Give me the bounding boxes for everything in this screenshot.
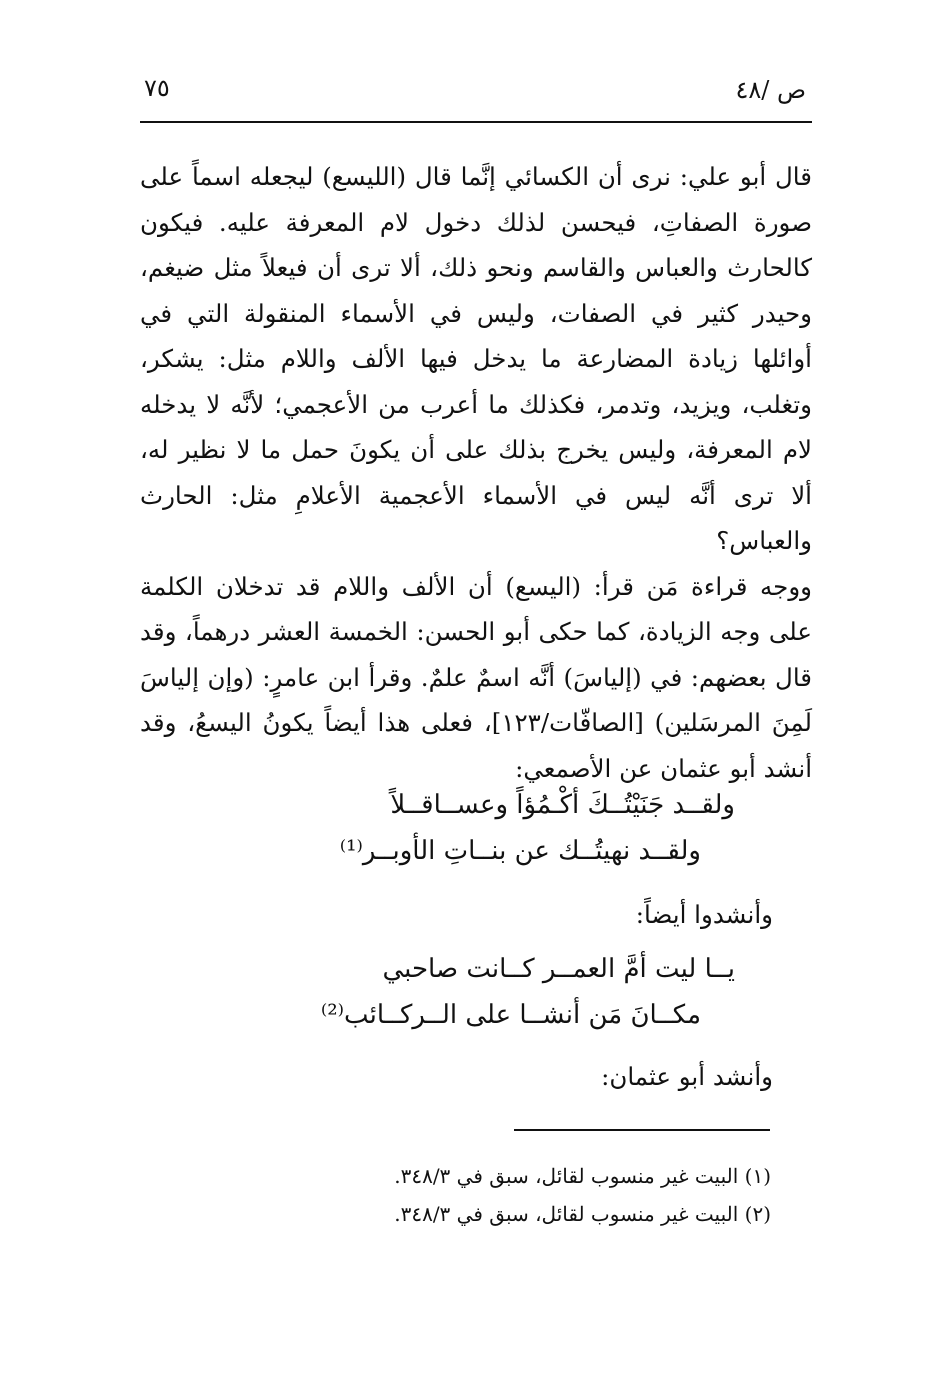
page-number: ٧٥ bbox=[144, 74, 170, 102]
verse-1-hemistich-1: ولقــد جَنَيْتُــكَ أكْـمُؤاً وعســاقــلاً bbox=[390, 790, 735, 820]
footnote-rule bbox=[514, 1129, 770, 1131]
page-header bbox=[140, 72, 812, 112]
verse-intro-3: وأنشد أبو عثمان: bbox=[601, 1062, 773, 1091]
header-rule bbox=[140, 121, 812, 123]
verse-2-hemistich-2: مكــانَ مَن أنشــا على الــركــائب⁽²⁾ bbox=[320, 1000, 701, 1030]
main-text bbox=[140, 154, 812, 791]
verse-1-hemistich-2: ولقــد نهيتُــك عن بنــاتِ الأوبــر⁽¹⁾ bbox=[339, 836, 701, 866]
verse-2-hemistich-1: يــا ليت أمَّ العمــر كــانت صاحبي bbox=[382, 954, 735, 984]
page-reference: ص /٤٨ bbox=[735, 76, 806, 104]
verse-intro-2: وأنشدوا أيضاً: bbox=[635, 900, 773, 929]
footnote-1: (١) البيت غير منسوب لقائل، سبق في ٣٤٨/٣. bbox=[394, 1164, 771, 1188]
footnote-2: (٢) البيت غير منسوب لقائل، سبق في ٣٤٨/٣. bbox=[394, 1202, 771, 1226]
paragraph-1: قال أبو علي: نرى أن الكسائي إنَّما قال (الليسع) ليجعله اسماً على صورة الصفاتِ، فيحسن لذلك دخول لام المعرفة عليه. فيكون كالحارث والعباس والقاسم ونحو ذلك، ألا ترى أن فيعلاً مثل ضيغم، وحيدر كثير في الصفات، وليس في الأسماء المنقولة التي في أوائلها زيادة المضارعة ما يدخل فيها الألف واللام مثل: يشكر، وتغلب، ويزيد، وتدمر، فكذلك ما أعرب من الأعجمي؛ لأنَّه لا يدخله لام المعرفة، وليس يخرج بذلك على أن يكونَ حمل ما لا نظير له، ألا ترى أنَّه ليس في الأسماء الأعجمية الأعلامِ مثل: الحارث والعباس؟ bbox=[140, 162, 812, 555]
paragraph-2: ووجه قراءة مَن قرأ: (اليسع) أن الألف واللام قد تدخلان الكلمة على وجه الزيادة، كما حكى أبو الحسن: الخمسة العشر درهماً، وقد قال بعضهم: في (إلياسَ) أنَّه اسمٌ علمٌ. وقرأ ابن عامرٍ: (وإن إلياسَ لَمِنَ المرسَلين) [الصافّات/١٢٣]، فعلى هذا أيضاً يكونُ اليسعُ، وقد أنشد أبو عثمان عن الأصمعي: bbox=[140, 571, 812, 783]
